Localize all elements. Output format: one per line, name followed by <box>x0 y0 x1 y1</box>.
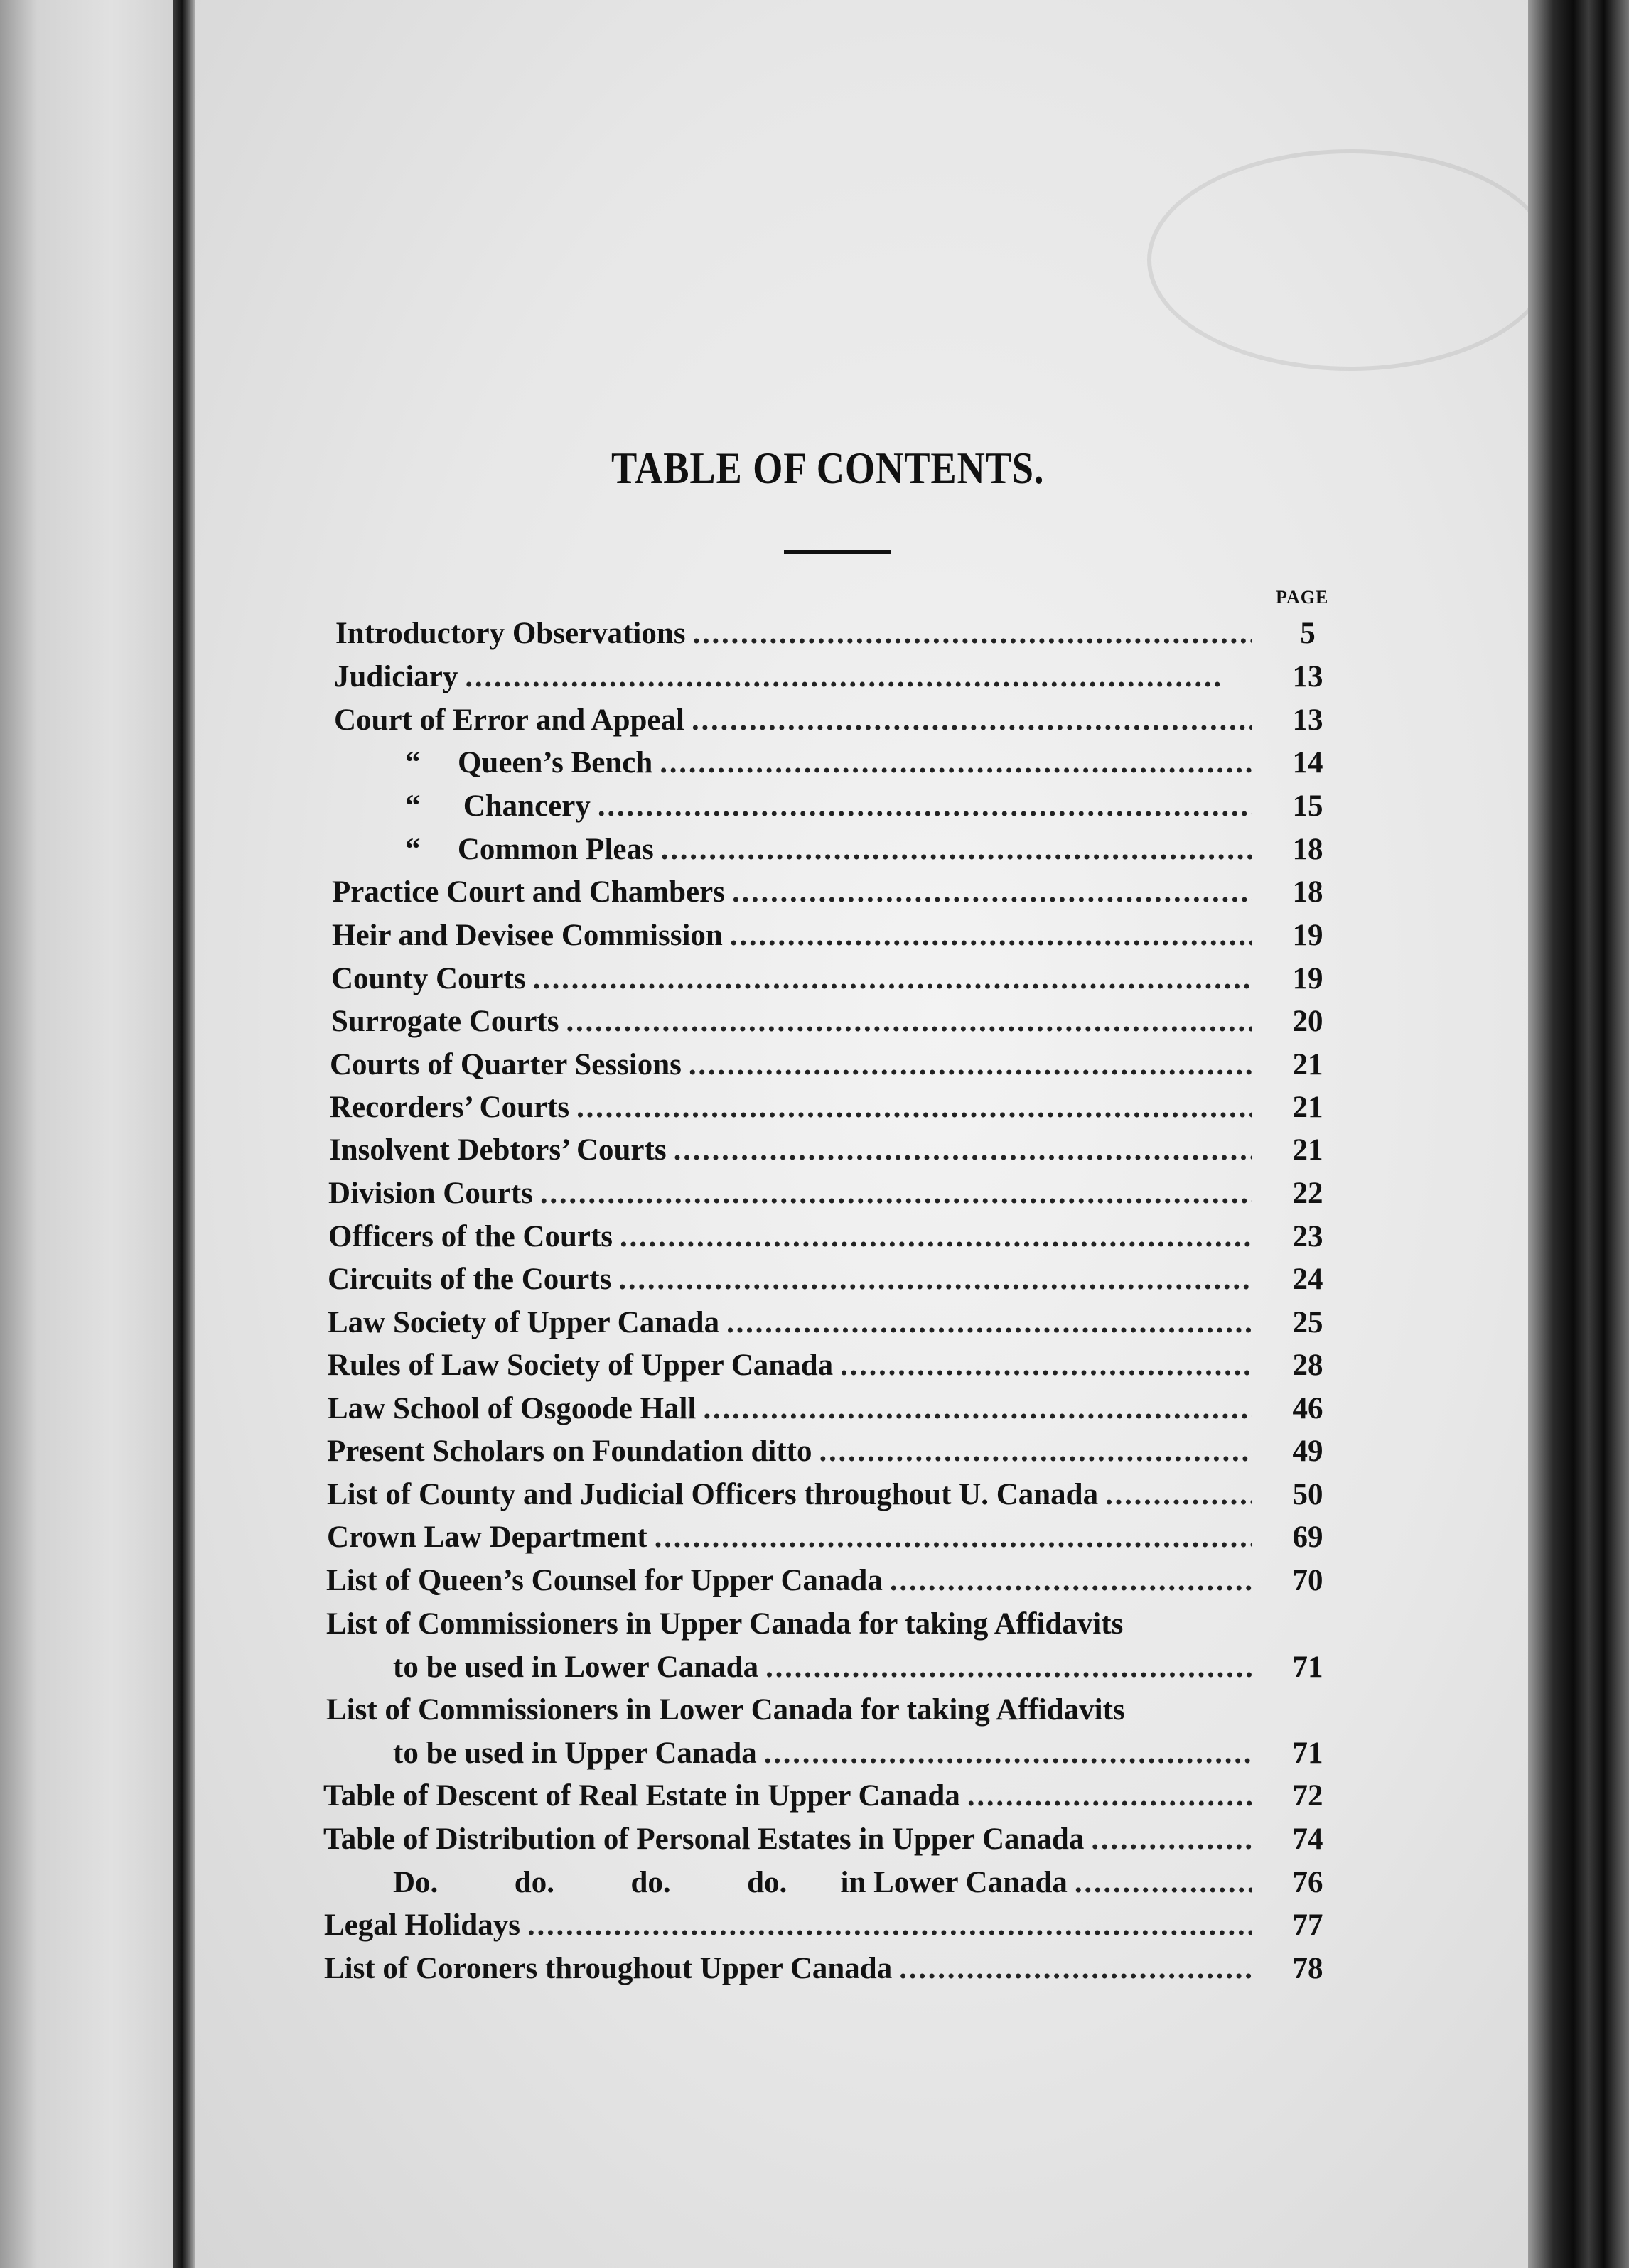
toc-entry <box>328 1390 1259 1427</box>
page-title: TABLE OF CONTENTS. <box>611 443 1045 493</box>
toc-entry-page: 71 <box>1292 1651 1323 1684</box>
toc-entry <box>327 1433 1259 1470</box>
toc-entry <box>324 1907 1259 1944</box>
toc-entry-label: Law School of Osgoode Hall <box>328 1392 697 1425</box>
dot-leader <box>703 1390 1252 1427</box>
toc-entry-label: Table of Descent of Real Estate in Upper Canada <box>323 1779 960 1813</box>
toc-entry <box>323 1821 1259 1858</box>
toc-entry <box>393 1864 1259 1901</box>
toc-entry <box>332 874 1259 911</box>
dot-leader <box>689 1047 1252 1084</box>
toc-entry-label: List of County and Judicial Officers throughout U. Canada <box>327 1478 1099 1511</box>
toc-entry-label: Crown Law Department <box>327 1521 647 1554</box>
toc-entry-continuation <box>393 1735 1259 1772</box>
toc-entry-label: County Courts <box>331 962 526 995</box>
toc-entry-label: to be used in Lower Canada <box>393 1651 759 1684</box>
dot-leader <box>899 1950 1252 1987</box>
toc-entry-label: Surrogate Courts <box>331 1005 559 1038</box>
toc-entry-page: 23 <box>1292 1220 1323 1253</box>
toc-entry <box>328 1347 1259 1384</box>
toc-entry-label: Practice Court and Chambers <box>332 875 725 909</box>
toc-entry <box>405 745 1259 782</box>
page-column-heading: PAGE <box>1276 587 1329 608</box>
toc-entry <box>330 1089 1259 1126</box>
dot-leader <box>566 1003 1252 1040</box>
toc-entry <box>327 1519 1259 1556</box>
toc-entry-page: 19 <box>1292 919 1323 952</box>
toc-entry-label: List of Commissioners in Lower Canada for taking Affidavits <box>326 1693 1125 1727</box>
dot-leader <box>674 1132 1252 1169</box>
toc-entry-page: 50 <box>1292 1478 1323 1511</box>
toc-entry-label: Introductory Observations <box>335 617 686 650</box>
dot-leader <box>692 702 1252 739</box>
toc-entry-label: Recorders’ Courts <box>330 1091 570 1124</box>
toc-entry-page: 13 <box>1292 660 1323 693</box>
toc-entry-label: to be used in Upper Canada <box>393 1737 757 1770</box>
dot-leader <box>618 1261 1252 1298</box>
dot-leader <box>598 788 1252 825</box>
toc-entry <box>332 917 1259 954</box>
toc-entry-page: 49 <box>1292 1435 1323 1468</box>
ditto-mark: “ <box>405 746 421 779</box>
dot-leader <box>819 1433 1253 1470</box>
toc-entry <box>324 1950 1259 1987</box>
toc-entry-label: List of Commissioners in Upper Canada for taking Affidavits <box>326 1607 1124 1641</box>
toc-entry-page: 76 <box>1292 1866 1323 1899</box>
toc-entry <box>328 1261 1259 1298</box>
toc-entry-label: Rules of Law Society of Upper Canada <box>328 1349 834 1382</box>
dot-leader <box>890 1562 1252 1599</box>
dot-leader <box>765 1649 1252 1686</box>
toc-entry <box>331 1003 1259 1040</box>
toc-entry-label: Heir and Devisee Commission <box>332 919 723 952</box>
ditto-mark: “ <box>405 833 421 866</box>
toc-entry-label: Division Courts <box>328 1177 533 1210</box>
toc-entry-page: 21 <box>1292 1048 1323 1081</box>
toc-entry-page: 18 <box>1292 875 1323 909</box>
toc-entry-label: List of Coroners throughout Upper Canada <box>324 1952 893 1985</box>
toc-entry-label: Officers of the Courts <box>328 1220 613 1253</box>
toc-entry-label: Present Scholars on Foundation ditto <box>327 1435 812 1468</box>
toc-entry-page: 24 <box>1292 1263 1323 1296</box>
toc-entry <box>323 1778 1259 1815</box>
dot-leader <box>655 1519 1252 1556</box>
toc-entry-label: Common Pleas <box>457 833 654 866</box>
toc-entry <box>334 659 1259 696</box>
toc-entry-page: 21 <box>1292 1133 1323 1167</box>
ditto-mark: “ <box>405 789 421 823</box>
toc-entry-label: Circuits of the Courts <box>328 1263 612 1296</box>
dot-leader <box>540 1175 1252 1212</box>
toc-entry-label: Court of Error and Appeal <box>334 703 684 737</box>
toc-entry-page: 21 <box>1292 1091 1323 1124</box>
toc-entry-continuation <box>393 1649 1259 1686</box>
toc-entry-label: Courts of Quarter Sessions <box>330 1048 682 1081</box>
dot-leader <box>576 1089 1252 1126</box>
toc-entry-label: Do. do. do. do. in Lower Canada <box>393 1866 1068 1899</box>
toc-entry <box>405 788 1259 825</box>
toc-entry-page: 25 <box>1292 1306 1323 1339</box>
toc-entry <box>326 1562 1259 1599</box>
dot-leader <box>533 961 1252 998</box>
toc-entry-page: 69 <box>1292 1521 1323 1554</box>
dot-leader <box>660 745 1252 782</box>
dot-leader <box>730 917 1252 954</box>
toc-entry-page: 15 <box>1292 789 1323 823</box>
toc-entry <box>327 1476 1259 1513</box>
dot-leader <box>1091 1821 1252 1858</box>
dot-leader <box>661 831 1252 868</box>
toc-entry-label: Law Society of Upper Canada <box>328 1306 720 1339</box>
dot-leader <box>726 1305 1252 1341</box>
toc-entry-page: 70 <box>1292 1564 1323 1597</box>
toc-entry <box>334 702 1259 739</box>
dot-leader <box>527 1907 1252 1944</box>
dot-leader <box>620 1219 1252 1256</box>
toc-entry-page: 14 <box>1292 746 1323 779</box>
toc-entry-label: Queen’s Bench <box>457 746 653 779</box>
dot-leader <box>465 659 1252 696</box>
toc-entry-label: Chancery <box>463 789 591 823</box>
toc-entry-page: 77 <box>1292 1908 1323 1942</box>
dot-leader <box>764 1735 1252 1772</box>
toc-entry <box>330 1047 1259 1084</box>
toc-entry <box>329 1132 1259 1169</box>
dot-leader <box>732 874 1252 911</box>
toc-entry-page: 22 <box>1292 1177 1323 1210</box>
dot-leader <box>1105 1476 1252 1513</box>
toc-entry-page: 46 <box>1292 1392 1323 1425</box>
toc-entry-page: 18 <box>1292 833 1323 866</box>
dot-leader <box>693 615 1252 652</box>
toc-entry-label: Insolvent Debtors’ Courts <box>329 1133 667 1167</box>
toc-entry-page: 13 <box>1292 703 1323 737</box>
toc-entry-label: Judiciary <box>334 660 458 693</box>
toc-entry-page: 78 <box>1292 1952 1323 1985</box>
dot-leader <box>840 1347 1252 1384</box>
dot-leader <box>1075 1864 1252 1901</box>
toc-entry-label: Table of Distribution of Personal Estates in Upper Canada <box>323 1822 1085 1856</box>
toc-entry <box>328 1175 1259 1212</box>
toc-entry-page: 28 <box>1292 1349 1323 1382</box>
dot-leader <box>967 1778 1252 1815</box>
toc-entry <box>328 1219 1259 1256</box>
toc-entry-label: Legal Holidays <box>324 1908 520 1942</box>
toc-entry <box>328 1305 1259 1341</box>
toc-entry <box>335 615 1259 652</box>
toc-entry-page: 20 <box>1292 1005 1323 1038</box>
toc-entry <box>405 831 1259 868</box>
toc-entry-page: 74 <box>1292 1822 1323 1856</box>
toc-entry-page: 72 <box>1292 1779 1323 1813</box>
toc-entry-label: List of Queen’s Counsel for Upper Canada <box>326 1564 883 1597</box>
toc-entry-page: 71 <box>1292 1737 1323 1770</box>
toc-entry-page: 5 <box>1300 617 1316 650</box>
toc-entry-page: 19 <box>1292 962 1323 995</box>
toc-entry <box>331 961 1259 998</box>
